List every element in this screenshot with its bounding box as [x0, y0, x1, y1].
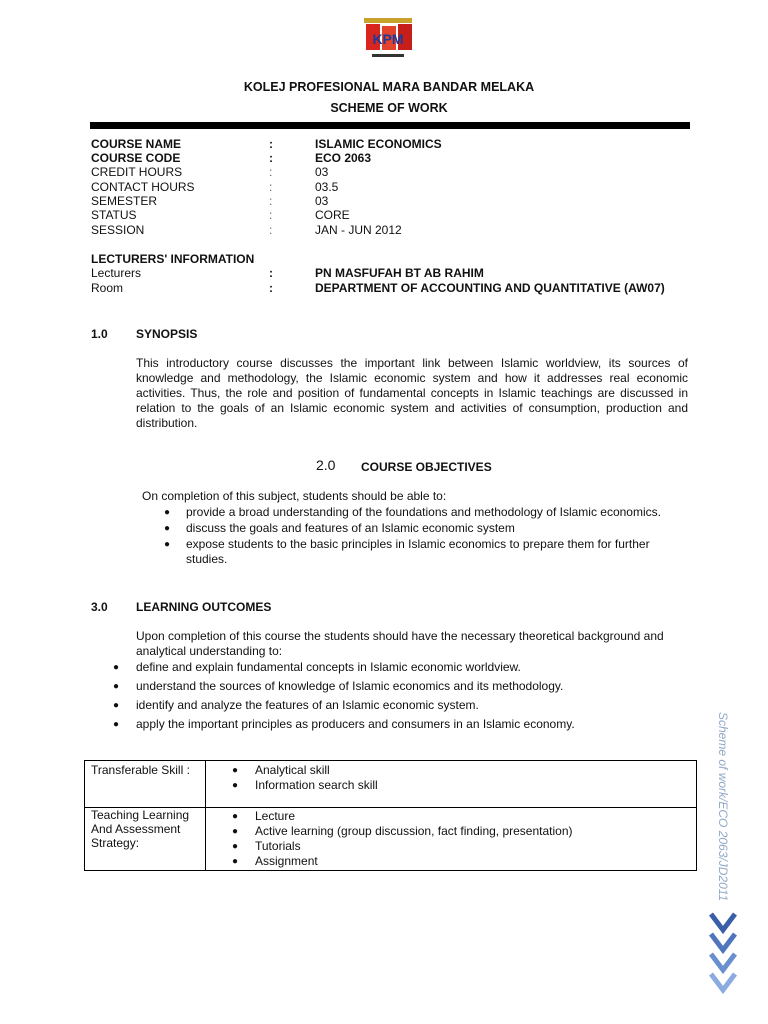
header-divider	[90, 122, 690, 129]
list-item: ● apply the important principles as producers and consumers in an Islamic economy.	[113, 717, 575, 731]
college-logo	[360, 14, 416, 64]
info-key: STATUS	[91, 208, 137, 222]
transferable-skill-label: Transferable Skill :	[91, 763, 190, 777]
list-item: ● Analytical skill	[232, 763, 330, 777]
outcomes-number: 3.0	[91, 600, 108, 614]
bullet-icon: ●	[164, 507, 171, 518]
strategy-label: Teaching Learning And Assessment Strategy:	[91, 808, 190, 850]
info-key: COURSE NAME	[91, 137, 182, 151]
footer-watermark-text: Scheme of work/ECO 2063/JD2011	[716, 712, 730, 902]
synopsis-title: SYNOPSIS	[136, 327, 198, 341]
info-key: CREDIT HOURS	[91, 165, 183, 179]
info-colon: :	[269, 151, 273, 165]
table-divider	[205, 761, 206, 870]
bullet-icon: ●	[113, 681, 120, 692]
info-value: PN MASFUFAH BT AB RAHIM	[315, 266, 484, 280]
info-colon: :	[269, 137, 273, 151]
objectives-title: COURSE OBJECTIVES	[361, 460, 492, 474]
list-item: ● define and explain fundamental concepts in Islamic economic worldview.	[113, 660, 521, 674]
info-key: SESSION	[91, 223, 145, 237]
info-value: 03	[315, 165, 329, 179]
synopsis-text: This introductory course discusses the important link between Islamic worldview, its sources of knowledge and methodology, the Islamic economic system and how it addresses real economic activities. Thus, the role and position of fundamental concepts in Islamic teachings are discussed in relation to the goals of an Islamic economic system and activities of consumption, production and distribution.	[136, 356, 688, 430]
info-value: 03	[315, 194, 329, 208]
info-colon: :	[269, 165, 273, 179]
info-value: CORE	[315, 208, 350, 222]
objectives-list	[164, 505, 704, 567]
info-key: COURSE CODE	[91, 151, 181, 165]
bullet-icon: ●	[113, 700, 120, 711]
bullet-icon: ●	[232, 841, 239, 852]
bullet-icon: ●	[232, 780, 239, 791]
info-value: 03.5	[315, 180, 339, 194]
bullet-icon: ●	[164, 539, 171, 550]
transferable-skill-list	[232, 763, 378, 793]
info-key: CONTACT HOURS	[91, 180, 195, 194]
list-item: ● discuss the goals and features of an Islamic economic system	[164, 521, 515, 535]
bullet-icon: ●	[113, 662, 120, 673]
info-colon: :	[269, 180, 273, 194]
skills-table	[84, 760, 697, 871]
chevron-down-icon	[708, 912, 738, 996]
bullet-icon: ●	[232, 811, 239, 822]
svg-text:KPM: KPM	[372, 31, 404, 47]
objectives-intro: On completion of this subject, students should be able to:	[142, 489, 447, 503]
outcomes-intro: Upon completion of this course the students should have the necessary theoretical background and analytical understanding to:	[136, 629, 664, 658]
synopsis-number: 1.0	[91, 327, 108, 341]
outcomes-list	[113, 660, 693, 732]
info-colon: :	[269, 223, 273, 237]
list-item: ● Tutorials	[232, 839, 301, 853]
info-colon: :	[269, 194, 273, 208]
outcomes-title: LEARNING OUTCOMES	[136, 600, 272, 614]
list-item: ● expose students to the basic principles in Islamic economics to prepare them for further	[164, 537, 650, 551]
college-name: KOLEJ PROFESIONAL MARA BANDAR MELAKA	[243, 80, 535, 94]
bullet-icon: ●	[232, 856, 239, 867]
bullet-icon: ●	[113, 719, 120, 730]
objectives-number: 2.0	[316, 457, 336, 473]
list-item: ● identify and analyze the features of an Islamic economic system.	[113, 698, 479, 712]
info-value: JAN - JUN 2012	[315, 223, 402, 237]
document-title: SCHEME OF WORK	[330, 101, 448, 115]
strategy-list	[232, 809, 573, 869]
info-key: Lecturers	[91, 266, 142, 280]
bullet-icon: ●	[164, 523, 171, 534]
list-item-continuation: studies.	[186, 552, 228, 566]
info-value: DEPARTMENT OF ACCOUNTING AND QUANTITATIVE (AW07)	[315, 281, 665, 295]
list-item: ● Lecture	[232, 809, 296, 823]
info-key: Room	[91, 281, 124, 295]
info-colon: :	[269, 266, 273, 280]
info-value: ECO 2063	[315, 151, 372, 165]
list-item: ● provide a broad understanding of the foundations and methodology of Islamic economics.	[164, 505, 661, 519]
info-value: ISLAMIC ECONOMICS	[315, 137, 442, 151]
info-key: SEMESTER	[91, 194, 158, 208]
bullet-icon: ●	[232, 765, 239, 776]
list-item: ● Information search skill	[232, 778, 378, 792]
list-item: ● Active learning (group discussion, fact finding, presentation)	[232, 824, 573, 838]
list-item: ● understand the sources of knowledge of Islamic economics and its methodology.	[113, 679, 564, 693]
info-colon: :	[269, 208, 273, 222]
list-item: ● Assignment	[232, 854, 318, 868]
bullet-icon: ●	[232, 826, 239, 837]
info-colon: :	[269, 281, 273, 295]
lecturers-heading: LECTURERS' INFORMATION	[91, 252, 255, 266]
